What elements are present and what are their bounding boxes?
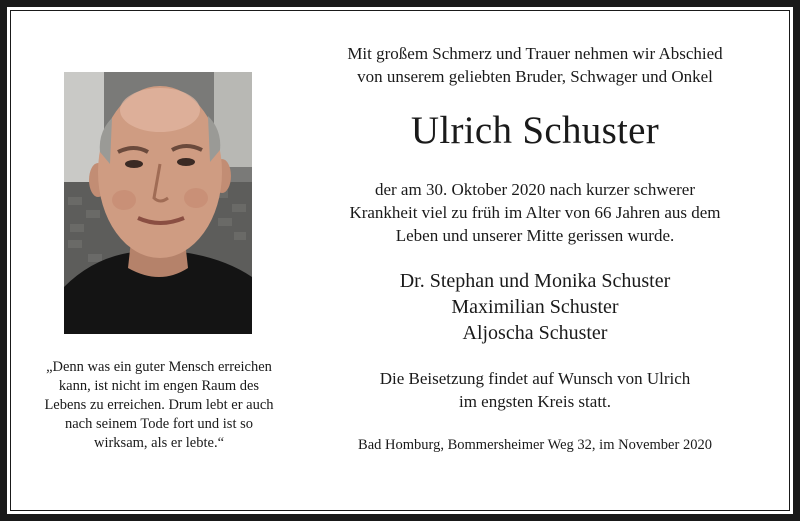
- death-details: [300, 178, 770, 247]
- burial-line: Die Beisetzung findet auf Wunsch von Ulrich: [379, 369, 691, 388]
- quote-line: kann, ist nicht im engen Raum des: [58, 378, 260, 394]
- family-member: Dr. Stephan und Monika Schuster: [399, 270, 671, 292]
- intro-text: [300, 42, 770, 88]
- family-names: [300, 268, 770, 346]
- notice-text-column: [300, 42, 770, 455]
- intro-line: Mit großem Schmerz und Trauer nehmen wir Abschied: [347, 44, 723, 63]
- memorial-quote: [28, 358, 290, 453]
- portrait-photo: [64, 72, 252, 334]
- death-line: Krankheit viel zu früh im Alter von 66 Jahren aus dem: [349, 203, 721, 222]
- death-line: der am 30. Oktober 2020 nach kurzer schwerer: [374, 180, 696, 199]
- deceased-name: Ulrich Schuster: [410, 109, 660, 152]
- family-member: Aljoscha Schuster: [462, 322, 608, 344]
- place-date-footer: Bad Homburg, Bommersheimer Weg 32, im November 2020: [358, 437, 712, 453]
- quote-line: Lebens zu erreichen. Drum lebt er auch: [44, 397, 274, 413]
- burial-line: im engsten Kreis statt.: [458, 392, 612, 411]
- quote-line: nach seinem Tode fort und ist so: [65, 416, 253, 432]
- death-line: Leben und unserer Mitte gerissen wurde.: [395, 226, 675, 245]
- family-member: Maximilian Schuster: [451, 296, 619, 318]
- burial-info: [300, 367, 770, 413]
- intro-line: von unserem geliebten Bruder, Schwager und Onkel: [357, 67, 713, 86]
- quote-line: „Denn was ein guter Mensch erreichen: [46, 359, 272, 375]
- quote-line: wirksam, als er lebte.“: [93, 435, 225, 451]
- portrait-illustration: [64, 72, 252, 334]
